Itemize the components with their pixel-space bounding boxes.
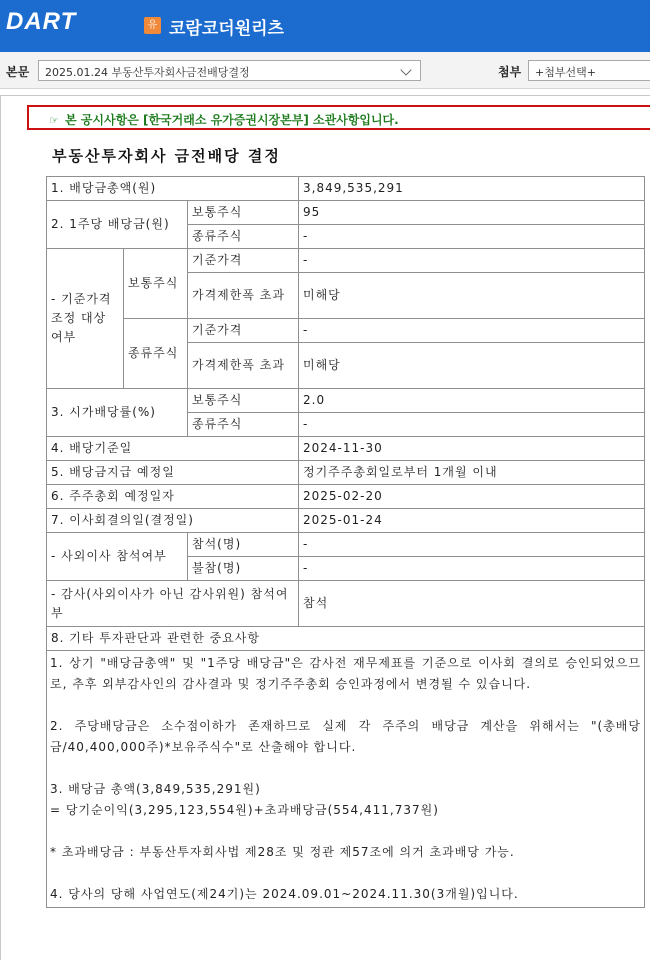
logo-text: DART: [6, 8, 77, 35]
payment-date-value: 정기주주총회일로부터 1개월 이내: [299, 461, 645, 485]
attend-label: 참석(명): [188, 533, 299, 557]
company-name: 코람코더원리츠: [169, 19, 284, 39]
yield-common-value: 2.0: [299, 389, 645, 413]
agm-date-label: 6. 주주총회 예정일자: [47, 485, 299, 509]
attach-select[interactable]: [528, 60, 650, 81]
other-matters-label: 8. 기타 투자판단과 관련한 중요사항: [47, 627, 645, 651]
payment-date-label: 5. 배당금지급 예정일: [47, 461, 299, 485]
yield-common-label: 보통주식: [188, 389, 299, 413]
attach-label: 첨부: [498, 65, 522, 79]
base-price-label: 기준가격: [188, 249, 299, 273]
table-row: [47, 461, 645, 485]
dividend-total-value: 3,849,535,291: [299, 177, 645, 201]
memo-paragraph: 1. 상기 "배당금총액" 및 "1주당 배당금"은 감사전 재무제표를 기준으로 이사회 결의로 승인되었으므로, 추후 외부감사인의 감사결과 및 정기주주총회 승인과정에서 변경될 수 있습니다.: [50, 656, 641, 691]
outside-director-label: - 사외이사 참석여부: [47, 533, 188, 581]
agm-date-value: 2025-02-20: [299, 485, 645, 509]
table-row: [47, 485, 645, 509]
other-matters-text: [47, 651, 645, 908]
main-doc-label: 본문: [6, 65, 30, 79]
table-row: [47, 651, 645, 908]
yield-preferred-value: -: [299, 413, 645, 437]
auditor-attendance-label: - 감사(사외이사가 아닌 감사위원) 참석여부: [47, 581, 299, 627]
absent-value: -: [299, 557, 645, 581]
adj-preferred-limit-value: 미해당: [299, 343, 645, 389]
per-share-dividend-label: 2. 1주당 배당금(원): [47, 201, 188, 249]
top-header: [0, 0, 650, 52]
common-dividend-value: 95: [299, 201, 645, 225]
table-row: [47, 437, 645, 461]
chevron-down-icon: [400, 64, 411, 75]
notice-banner: [27, 105, 650, 130]
table-row: [47, 319, 645, 343]
adj-preferred-base-value: -: [299, 319, 645, 343]
table-row: [47, 201, 645, 225]
preferred-stock-label: 종류주식: [188, 225, 299, 249]
document-selector-bar: [0, 52, 650, 89]
limit-exceed-label: 가격제한폭 초과: [188, 343, 299, 389]
pointing-hand-icon: ☞: [49, 114, 59, 127]
adj-common-limit-value: 미해당: [299, 273, 645, 319]
table-row: [47, 533, 645, 557]
table-row: [47, 509, 645, 533]
main-doc-selected: 2025.01.24 부동산투자회사금전배당결정: [45, 66, 250, 79]
attach-selected: +첨부선택+: [535, 66, 596, 79]
adj-common-base-value: -: [299, 249, 645, 273]
memo-paragraph: 3. 배당금 총액(3,849,535,291원): [50, 782, 261, 796]
dart-logo[interactable]: [6, 8, 76, 36]
absent-label: 불참(명): [188, 557, 299, 581]
table-row: [47, 177, 645, 201]
market-badge: 유: [144, 17, 161, 34]
attend-value: -: [299, 533, 645, 557]
record-date-value: 2024-11-30: [299, 437, 645, 461]
adj-preferred-stock-label: 종류주식: [124, 319, 188, 389]
table-row: [47, 627, 645, 651]
yield-preferred-label: 종류주식: [188, 413, 299, 437]
table-row: [47, 581, 645, 627]
main-doc-select[interactable]: [38, 60, 421, 81]
auditor-attendance-value: 참석: [299, 581, 645, 627]
table-row: [47, 249, 645, 273]
record-date-label: 4. 배당기준일: [47, 437, 299, 461]
notice-text: 본 공시사항은 [한국거래소 유가증권시장본부] 소관사항입니다.: [65, 113, 399, 127]
preferred-dividend-value: -: [299, 225, 645, 249]
memo-paragraph: = 당기순이익(3,295,123,554원)+초과배당금(554,411,737원): [50, 803, 439, 817]
document-title: 부동산투자회사 금전배당 결정: [52, 147, 281, 165]
price-adjustment-label: - 기준가격 조정 대상 여부: [47, 249, 124, 389]
memo-paragraph: * 초과배당금 : 부동산투자회사법 제28조 및 정관 제57조에 의거 초과배당 가능.: [50, 845, 515, 859]
limit-exceed-label: 가격제한폭 초과: [188, 273, 299, 319]
common-stock-label: 보통주식: [188, 201, 299, 225]
table-row: [47, 389, 645, 413]
board-date-value: 2025-01-24: [299, 509, 645, 533]
memo-paragraph: 4. 당사의 당해 사업연도(제24기)는 2024.09.01~2024.11.30(3개월)입니다.: [50, 887, 519, 901]
base-price-label: 기준가격: [188, 319, 299, 343]
adj-common-stock-label: 보통주식: [124, 249, 188, 319]
memo-paragraph: 2. 주당배당금은 소수점이하가 존재하므로 실제 각 주주의 배당금 계산을 위해서는 "(총배당금/40,400,000주)*보유주식수"로 산출해야 합니다.: [50, 719, 641, 754]
dividend-yield-label: 3. 시가배당률(%): [47, 389, 188, 437]
disclosure-table: [46, 176, 645, 908]
board-date-label: 7. 이사회결의일(결정일): [47, 509, 299, 533]
dividend-total-label: 1. 배당금총액(원): [47, 177, 299, 201]
